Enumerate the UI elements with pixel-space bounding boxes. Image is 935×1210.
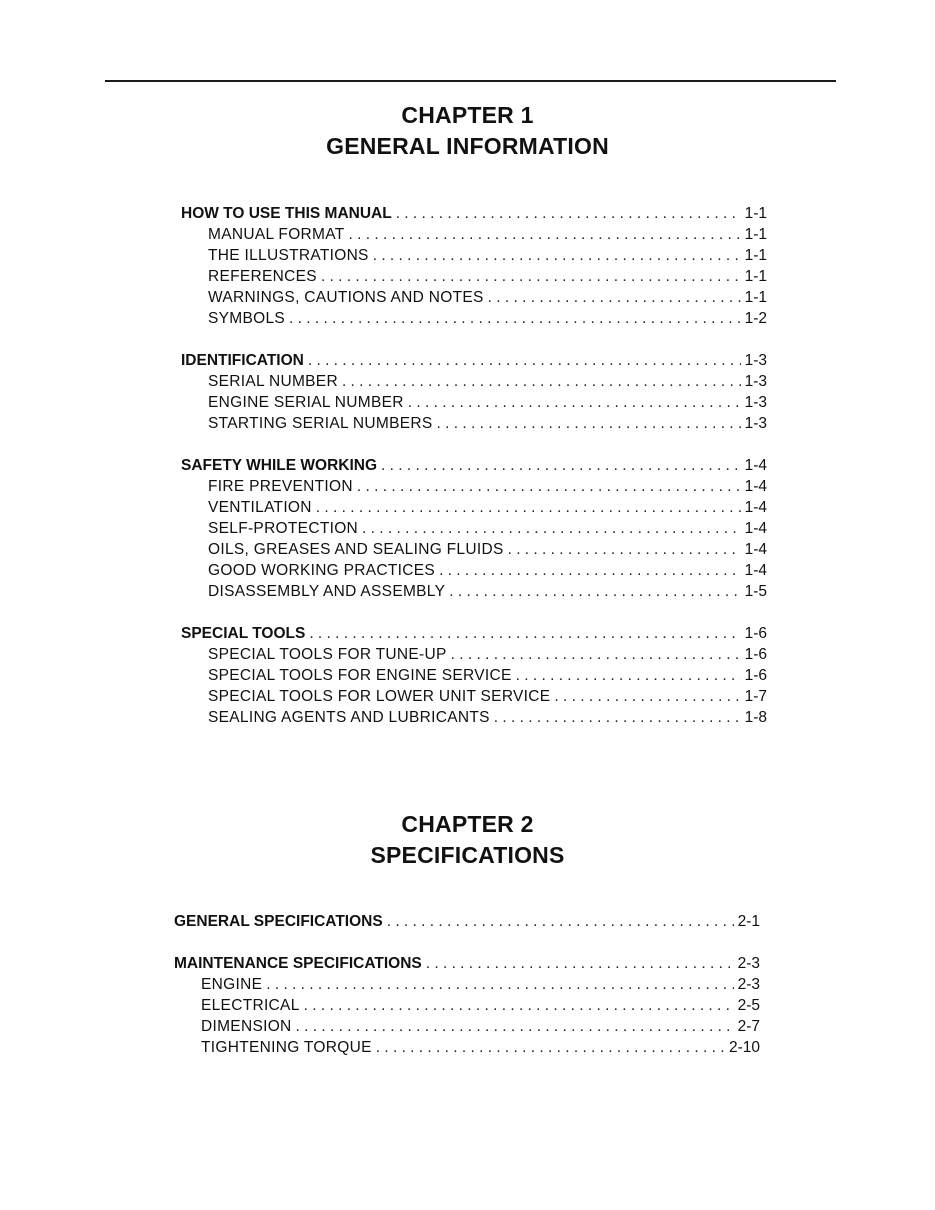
toc-entry-sub[interactable] — [181, 560, 767, 581]
dot-leader — [488, 287, 741, 308]
toc-entry-page: 1-5 — [744, 583, 767, 600]
dot-leader — [437, 413, 741, 434]
dot-leader — [304, 995, 734, 1016]
toc-entry-sub[interactable] — [174, 995, 760, 1016]
toc-entry-sub[interactable] — [181, 392, 767, 413]
dot-leader — [342, 371, 741, 392]
toc-entry-sub[interactable] — [181, 413, 767, 434]
toc-entry-title: SELF-PROTECTION — [208, 520, 359, 537]
toc-entry-page: 2-3 — [737, 955, 760, 972]
toc-section — [174, 953, 760, 1058]
toc-entry-page: 1-4 — [744, 478, 767, 495]
toc-entry-title: SAFETY WHILE WORKING — [181, 457, 378, 474]
dot-leader — [308, 350, 741, 371]
toc-entry-sub[interactable] — [181, 707, 767, 728]
dot-leader — [494, 707, 741, 728]
toc-entry-title: WARNINGS, CAUTIONS AND NOTES — [208, 289, 484, 306]
toc-entry-sub[interactable] — [181, 497, 767, 518]
toc-entry-sub[interactable] — [181, 665, 767, 686]
chapter-1-heading — [0, 100, 935, 162]
toc-entry-main[interactable] — [181, 350, 767, 371]
toc-entry-title: VENTILATION — [208, 499, 312, 516]
toc-section — [174, 911, 760, 932]
chapter-number: CHAPTER 2 — [401, 811, 534, 837]
dot-leader — [316, 497, 741, 518]
dot-leader — [309, 623, 740, 644]
chapter-2-heading — [0, 809, 935, 871]
chapter-title: SPECIFICATIONS — [370, 842, 565, 868]
toc-section — [181, 455, 767, 602]
toc-entry-sub[interactable] — [181, 644, 767, 665]
chapter-1-toc — [181, 203, 767, 749]
dot-leader — [296, 1016, 734, 1037]
dot-leader — [266, 974, 733, 995]
toc-entry-title: SPECIAL TOOLS — [181, 625, 306, 642]
toc-entry-title: GOOD WORKING PRACTICES — [208, 562, 436, 579]
toc-entry-page: 1-8 — [744, 709, 767, 726]
top-rule — [105, 80, 836, 82]
toc-entry-main[interactable] — [181, 455, 767, 476]
dot-leader — [508, 539, 741, 560]
toc-entry-page: 1-1 — [744, 289, 767, 306]
toc-entry-page: 1-1 — [744, 226, 767, 243]
toc-entry-title: MAINTENANCE SPECIFICATIONS — [174, 955, 422, 972]
dot-leader — [362, 518, 741, 539]
toc-entry-title: REFERENCES — [208, 268, 317, 285]
dot-leader — [408, 392, 741, 413]
chapter-2-toc — [174, 911, 760, 1079]
toc-entry-title: IDENTIFICATION — [181, 352, 304, 369]
toc-entry-title: DISASSEMBLY AND ASSEMBLY — [208, 583, 446, 600]
dot-leader — [426, 953, 734, 974]
dot-leader — [321, 266, 741, 287]
dot-leader — [516, 665, 741, 686]
toc-entry-sub[interactable] — [181, 371, 767, 392]
toc-entry-main[interactable] — [174, 953, 760, 974]
toc-section — [181, 350, 767, 434]
toc-entry-main[interactable] — [174, 911, 760, 932]
dot-leader — [554, 686, 740, 707]
toc-entry-page: 2-1 — [737, 913, 760, 930]
toc-entry-page: 1-4 — [744, 457, 767, 474]
toc-section — [181, 623, 767, 728]
toc-entry-page: 1-3 — [744, 394, 767, 411]
dot-leader — [396, 203, 741, 224]
dot-leader — [289, 308, 741, 329]
toc-entry-sub[interactable] — [181, 308, 767, 329]
toc-entry-page: 1-6 — [744, 625, 767, 642]
toc-entry-sub[interactable] — [174, 1037, 760, 1058]
toc-entry-sub[interactable] — [181, 224, 767, 245]
toc-entry-sub[interactable] — [181, 518, 767, 539]
toc-entry-page: 1-1 — [744, 247, 767, 264]
toc-entry-title: MANUAL FORMAT — [208, 226, 345, 243]
dot-leader — [387, 911, 734, 932]
toc-entry-sub[interactable] — [181, 686, 767, 707]
toc-entry-title: ENGINE — [201, 976, 263, 993]
chapter-title: GENERAL INFORMATION — [326, 133, 609, 159]
toc-entry-page: 1-4 — [744, 541, 767, 558]
dot-leader — [451, 644, 741, 665]
toc-entry-page: 1-7 — [744, 688, 767, 705]
toc-entry-title: ENGINE SERIAL NUMBER — [208, 394, 404, 411]
toc-entry-main[interactable] — [181, 623, 767, 644]
toc-entry-title: SEALING AGENTS AND LUBRICANTS — [208, 709, 490, 726]
toc-entry-page: 1-6 — [744, 667, 767, 684]
toc-entry-sub[interactable] — [181, 287, 767, 308]
toc-entry-title: DIMENSION — [201, 1018, 292, 1035]
toc-section — [181, 203, 767, 329]
toc-entry-title: SPECIAL TOOLS FOR ENGINE SERVICE — [208, 667, 512, 684]
toc-entry-page: 1-2 — [744, 310, 767, 327]
toc-entry-page: 1-4 — [744, 520, 767, 537]
toc-entry-title: FIRE PREVENTION — [208, 478, 353, 495]
toc-entry-title: OILS, GREASES AND SEALING FLUIDS — [208, 541, 504, 558]
toc-entry-page: 1-6 — [744, 646, 767, 663]
toc-entry-title: ELECTRICAL — [201, 997, 300, 1014]
dot-leader — [439, 560, 741, 581]
toc-entry-title: SPECIAL TOOLS FOR LOWER UNIT SERVICE — [208, 688, 551, 705]
toc-entry-sub[interactable] — [181, 476, 767, 497]
toc-entry-sub[interactable] — [181, 266, 767, 287]
toc-entry-title: STARTING SERIAL NUMBERS — [208, 415, 433, 432]
toc-entry-page: 1-1 — [744, 205, 767, 222]
toc-entry-title: HOW TO USE THIS MANUAL — [181, 205, 392, 222]
toc-entry-title: THE ILLUSTRATIONS — [208, 247, 369, 264]
toc-entry-page: 2-3 — [737, 976, 760, 993]
chapter-number: CHAPTER 1 — [401, 102, 534, 128]
toc-entry-page: 2-10 — [728, 1039, 760, 1056]
toc-entry-main[interactable] — [181, 203, 767, 224]
toc-entry-page: 1-3 — [744, 352, 767, 369]
toc-entry-page: 1-1 — [744, 268, 767, 285]
toc-entry-page: 2-5 — [737, 997, 760, 1014]
dot-leader — [373, 245, 741, 266]
toc-entry-sub[interactable] — [181, 581, 767, 602]
dot-leader — [357, 476, 741, 497]
dot-leader — [449, 581, 740, 602]
toc-entry-title: SERIAL NUMBER — [208, 373, 338, 390]
toc-entry-sub[interactable] — [181, 539, 767, 560]
dot-leader — [376, 1037, 725, 1058]
toc-entry-title: SYMBOLS — [208, 310, 286, 327]
toc-entry-page: 1-4 — [744, 562, 767, 579]
dot-leader — [349, 224, 741, 245]
toc-entry-sub[interactable] — [181, 245, 767, 266]
toc-entry-page: 2-7 — [737, 1018, 760, 1035]
toc-entry-sub[interactable] — [174, 1016, 760, 1037]
toc-entry-title: SPECIAL TOOLS FOR TUNE-UP — [208, 646, 447, 663]
toc-entry-title: TIGHTENING TORQUE — [201, 1039, 372, 1056]
toc-entry-title: GENERAL SPECIFICATIONS — [174, 913, 383, 930]
toc-entry-page: 1-3 — [744, 415, 767, 432]
dot-leader — [381, 455, 741, 476]
toc-entry-page: 1-3 — [744, 373, 767, 390]
toc-entry-page: 1-4 — [744, 499, 767, 516]
toc-entry-sub[interactable] — [174, 974, 760, 995]
